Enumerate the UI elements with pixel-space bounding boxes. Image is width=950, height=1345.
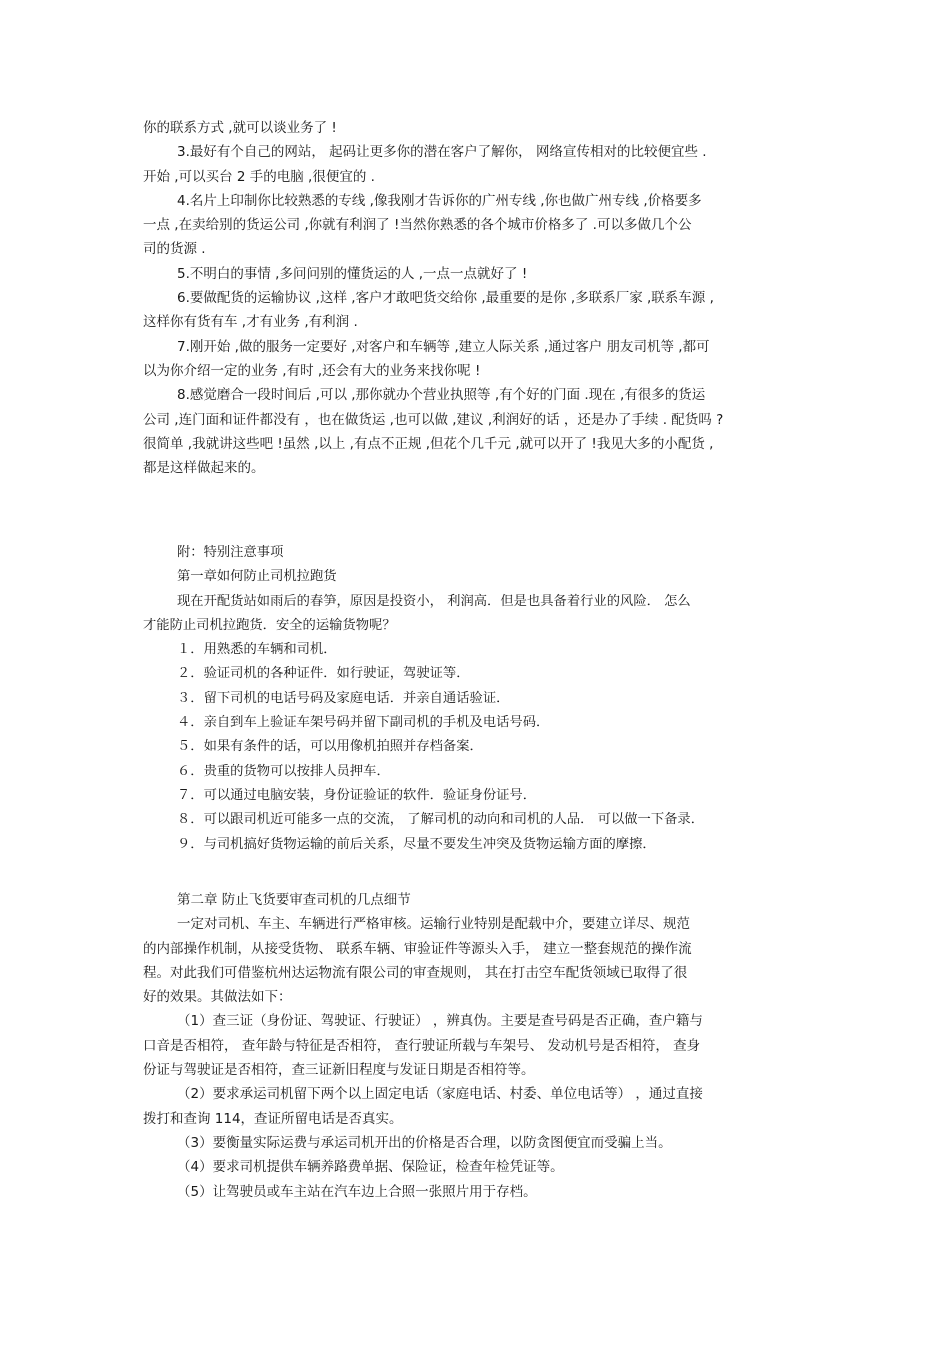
list-item: （2）要求承运司机留下两个以上固定电话（家庭电话、村委、单位电话等） ，通过直接 xyxy=(177,1086,703,1103)
text-line: 程。对此我们可借鉴杭州达运物流有限公司的审查规则， 其在打击空车配货领域已取得了很 xyxy=(143,964,688,981)
text-line: 现在开配货站如雨后的春笋，原因是投资小， 利润高．但是也具备着行业的风险． 怎么 xyxy=(177,593,691,609)
text-line: 都是这样做起来的。 xyxy=(143,460,265,477)
text-line: 以为你介绍一定的业务 ,有时 ,还会有大的业务来找你呢 ! xyxy=(143,362,481,379)
text-line: 好的效果。其做法如下： xyxy=(143,989,292,1006)
list-item: ６．贵重的货物可以按排人员押车． xyxy=(177,763,390,779)
text-line: 这样你有货有车 ,才有业务 ,有利润 . xyxy=(143,314,358,331)
text-line: 司的货源 . xyxy=(143,241,206,258)
list-item: １．用熟悉的车辆和司机． xyxy=(177,642,337,658)
list-item: ７．可以通过电脑安装，身份证验证的软件．验证身份证号． xyxy=(177,787,537,803)
text-line: 公司 ,连门面和证件都没有 ，也在做货运 ,也可以做 ,建议 ,利润好的话 ，还是办了手续 . 配货吗 ? xyxy=(143,411,724,428)
text-line: 6.要做配货的运输协议 ,这样 ,客户才敢吧货交给你 ,最重要的是你 ,多联系厂家 ,联系车源 , xyxy=(177,290,714,307)
text-line: 很简单 ,我就讲这些吧 !虽然 ,以上 ,有点不正规 ,但花个几千元 ,就可以开了 !我见大多的小配货 , xyxy=(143,435,714,452)
text-line: 7.刚开始 ,做的服务一定要好 ,对客户和车辆等 ,建立人际关系 ,通过客户 朋友司机等 ,都可 xyxy=(177,338,710,355)
list-item: ４．亲自到车上验证车架号码并留下副司机的手机及电话号码． xyxy=(177,715,550,731)
text-line: 开始 ,可以买台 2 手的电脑 ,很便宜的 . xyxy=(143,168,375,185)
text-line: 8.感觉磨合一段时间后 ,可以 ,那你就办个营业执照等 ,有个好的门面 .现在 ,有很多的货运 xyxy=(177,387,706,404)
text-line: 一点 ,在卖给别的货运公司 ,你就有利润了 !当然你熟悉的各个城市价格多了 .可以多做几个公 xyxy=(143,217,692,234)
text-line: 3.最好有个自己的网站， 起码让更多你的潜在客户了解你， 网络宣传相对的比较便宜些 . xyxy=(177,144,707,161)
text-line: 份证与驾驶证是否相符，查三证新旧程度与发证日期是否相符等。 xyxy=(143,1062,535,1079)
business-tips-section xyxy=(143,116,811,480)
list-item: ５．如果有条件的话，可以用像机拍照并存档备案． xyxy=(177,739,483,755)
chapter-two-title: 第二章 防止飞货要审查司机的几点细节 xyxy=(177,892,411,908)
list-item: （4）要求司机提供车辆养路费单据、保险证，检查年检凭证等。 xyxy=(177,1159,564,1176)
list-item: ３．留下司机的电话号码及家庭电话．并亲自通话验证． xyxy=(177,690,510,706)
list-item: ９．与司机搞好货物运输的前后关系，尽量不要发生冲突及货物运输方面的摩擦． xyxy=(177,836,656,852)
list-item: ２．验证司机的各种证件．如行驶证，驾驶证等． xyxy=(177,666,470,682)
chapter-two-section xyxy=(143,888,811,1204)
appendix-section xyxy=(143,541,811,857)
text-line: 才能防止司机拉跑货．安全的运输货物呢？ xyxy=(143,617,396,633)
appendix-heading: 附：特别注意事项 xyxy=(177,545,284,560)
text-line: 5.不明白的事情 ,多问问别的懂货运的人 ,一点一点就好了 ! xyxy=(177,265,528,282)
text-line: 的内部操作机制，从接受货物、 联系车辆、审验证件等源头入手， 建立一整套规范的操作流 xyxy=(143,940,692,957)
text-line: 4.名片上印制你比较熟悉的专线 ,像我刚才告诉你的广州专线 ,你也做广州专线 ,价格要多 xyxy=(177,192,702,209)
text-line: 你的联系方式 ,就可以谈业务了 ! xyxy=(143,120,337,136)
text-line: 拨打和查询 114，查证所留电话是否真实。 xyxy=(143,1110,403,1127)
text-line: 口音是否相符， 查年龄与特征是否相符， 查行驶证所载与车架号、 发动机号是否相符， 查身 xyxy=(143,1037,701,1054)
chapter-one-title: 第一章如何防止司机拉跑货 xyxy=(177,569,337,585)
text-line: 一定对司机、车主、车辆进行严格审核。运输行业特别是配载中介，要建立详尽、规范 xyxy=(177,916,690,933)
list-item: （3）要衡量实际运费与承运司机开出的价格是否合理，以防贪图便宜而受骗上当。 xyxy=(177,1134,672,1151)
list-item: （5）让驾驶员或车主站在汽车边上合照一张照片用于存档。 xyxy=(177,1183,537,1200)
list-item: ８．可以跟司机近可能多一点的交流， 了解司机的动向和司机的人品． 可以做一下备录． xyxy=(177,812,705,828)
list-item: （1）查三证（身份证、驾驶证、行驶证） ，辨真伪。主要是查号码是否正确，查户籍与 xyxy=(177,1013,703,1030)
